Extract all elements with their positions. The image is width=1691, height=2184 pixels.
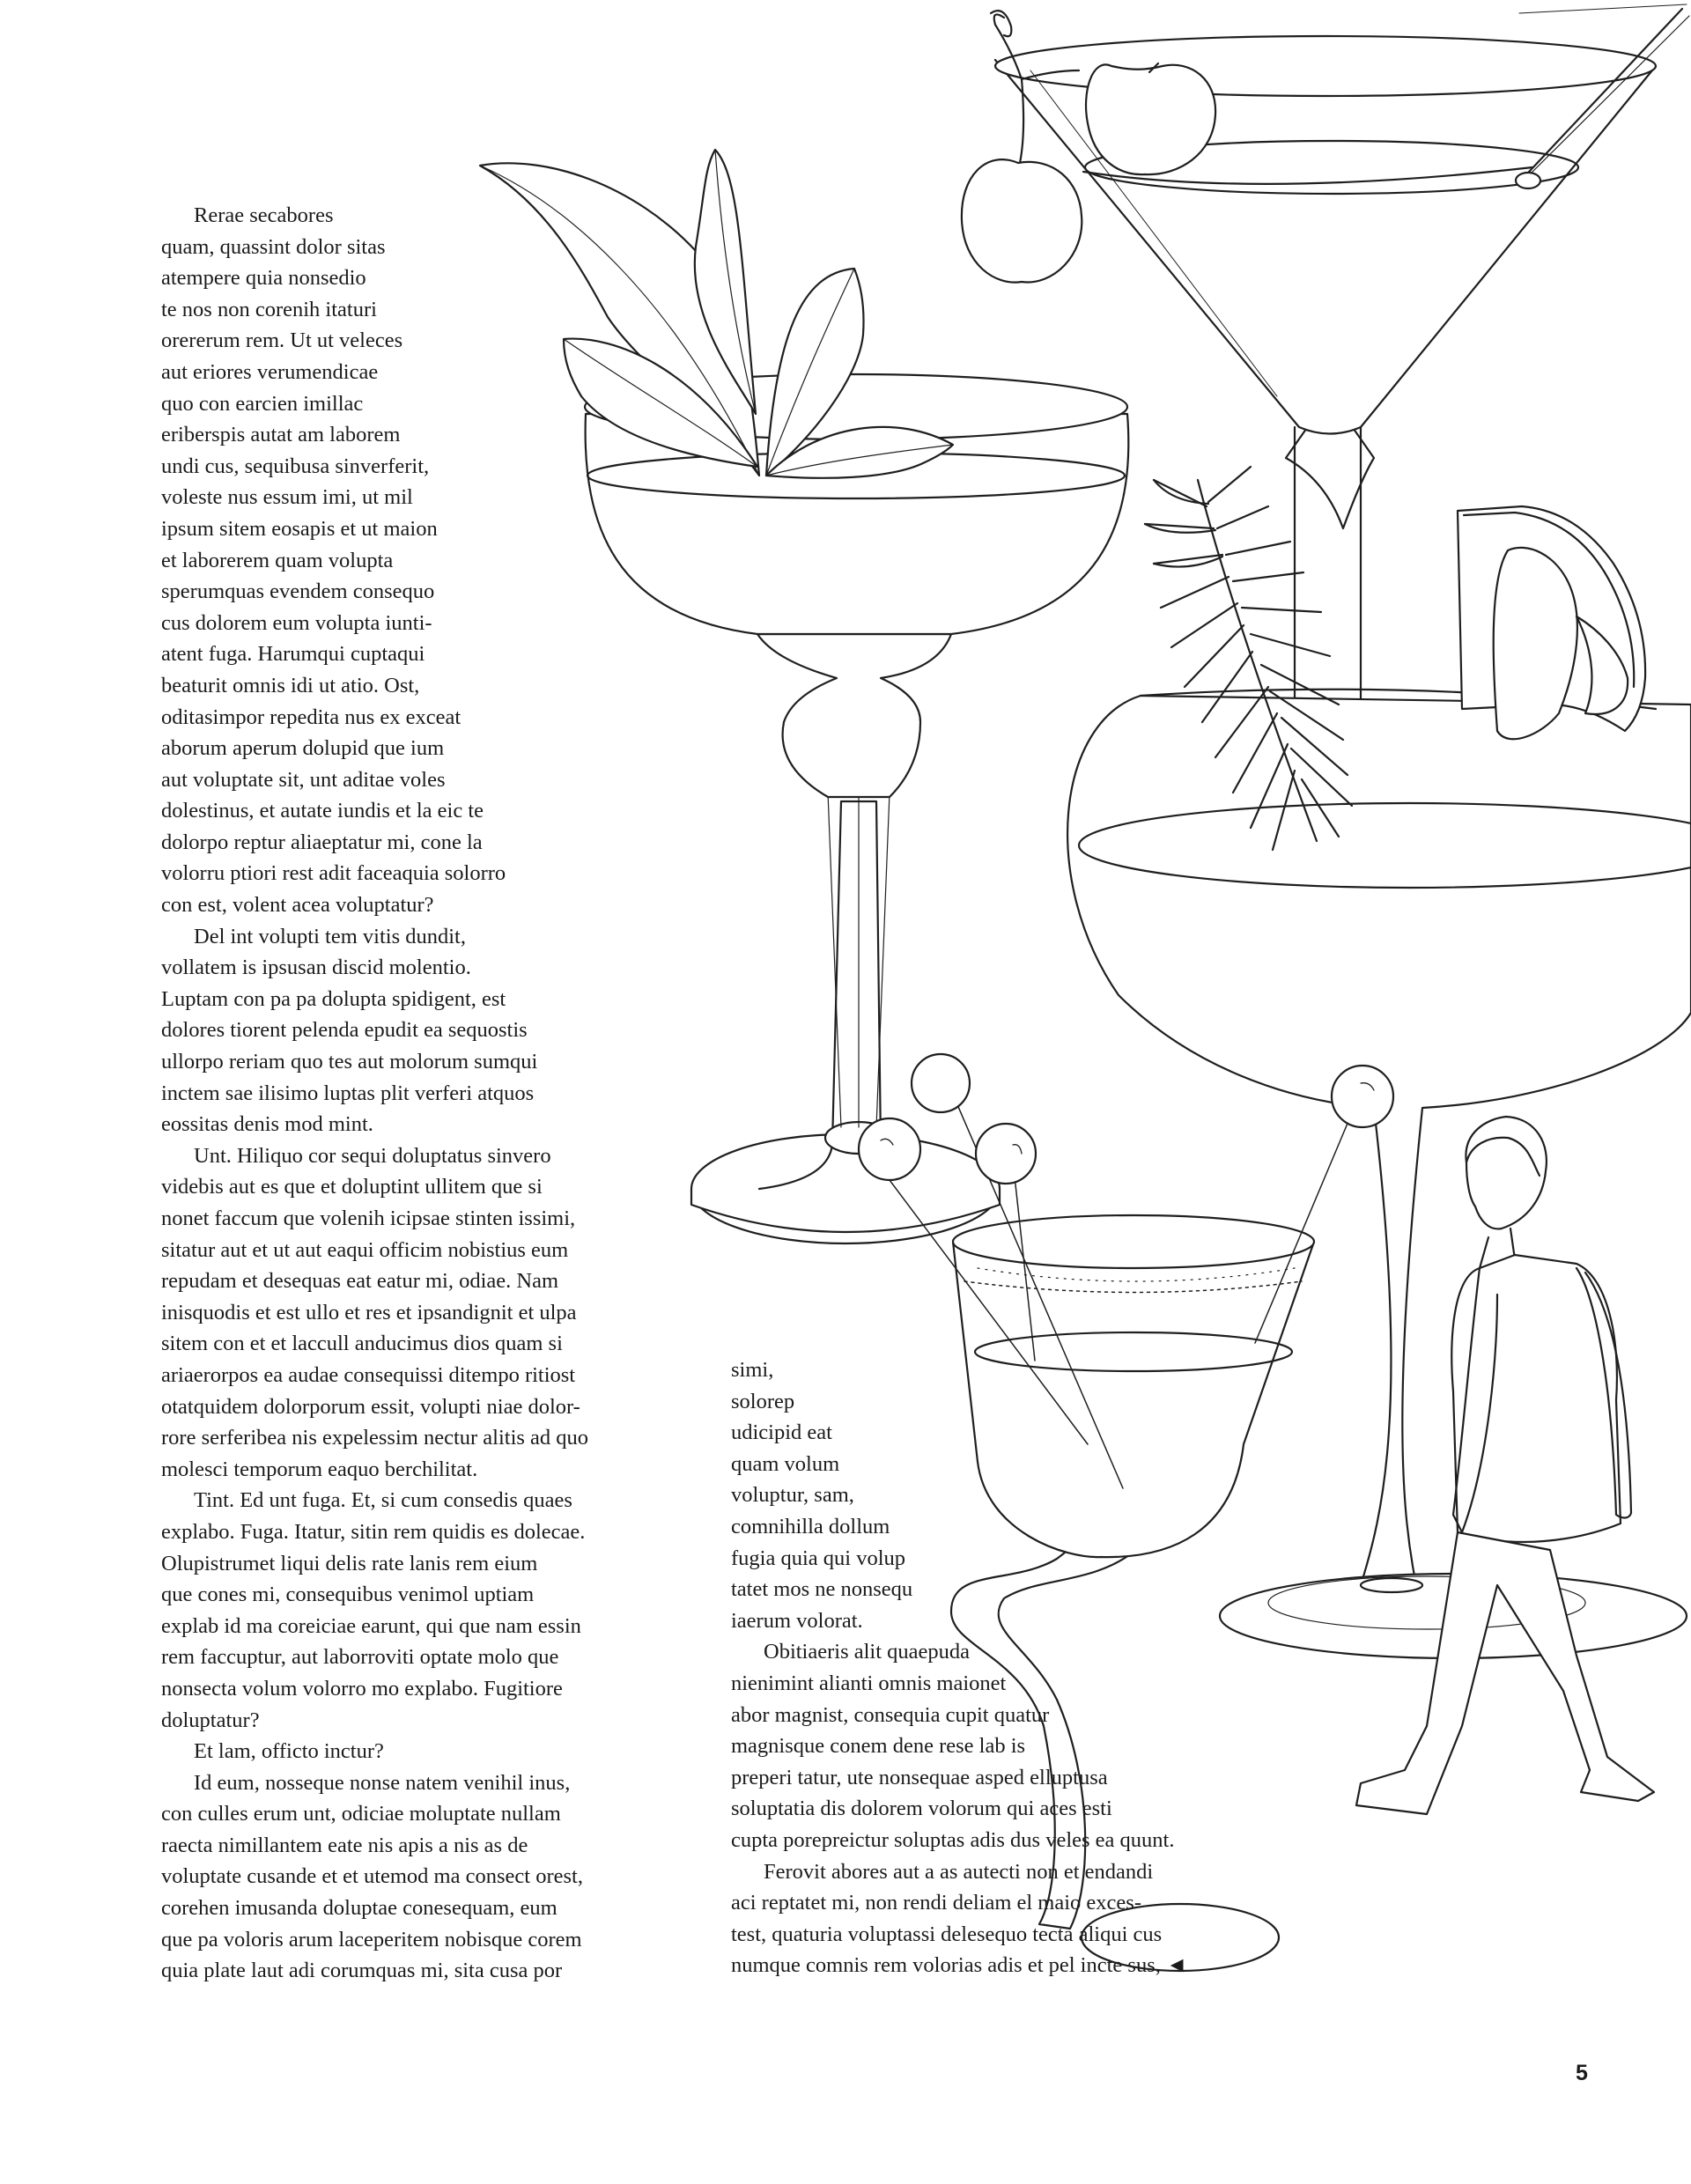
text-line: videbis aut es que et doluptint ullitem que si bbox=[161, 1175, 543, 1199]
text-line: corehen imusanda doluptae conesequam, eum bbox=[161, 1896, 558, 1921]
text-line: doluptatur? bbox=[161, 1708, 260, 1732]
text-line: repudam et desequas eat eatur mi, odiae. Nam bbox=[161, 1269, 559, 1294]
text-line: Del int volupti tem vitis dundit, bbox=[194, 924, 466, 948]
text-line: con est, volent acea voluptatur? bbox=[161, 893, 434, 918]
text-line: ipsum sitem eosapis et ut maion bbox=[161, 516, 438, 541]
paragraph bbox=[161, 1736, 698, 1767]
body-text-right-column bbox=[731, 1354, 1312, 1981]
text-line: cus dolorem eum volupta iunti- bbox=[161, 610, 432, 635]
text-line: inctem sae ilisimo luptas plit verferi atquos bbox=[161, 1081, 535, 1105]
text-line: Rerae secabores bbox=[194, 203, 334, 227]
text-line: aci reptatet mi, non rendi deliam el maio exces- bbox=[731, 1891, 1141, 1915]
text-line: sperumquas evendem consequo bbox=[161, 579, 435, 604]
paragraph bbox=[161, 921, 698, 1140]
text-line: tatet mos ne nonsequ bbox=[731, 1577, 913, 1602]
text-line: aut voluptate sit, unt aditae voles bbox=[161, 767, 446, 792]
text-line: aborum aperum dolupid que ium bbox=[161, 736, 445, 761]
text-line: sitatur aut et ut aut eaqui officim nobistius eum bbox=[161, 1237, 569, 1262]
text-line: oditasimpor repedita nus ex exceat bbox=[161, 705, 462, 729]
paragraph bbox=[161, 1485, 698, 1736]
text-line: test, quaturia voluptassi delesequo tecta aliqui cus bbox=[731, 1922, 1163, 1946]
text-line: con culles erum unt, odiciae moluptate nullam bbox=[161, 1802, 561, 1826]
text-line: Id eum, nosseque nonse natem venihil inus, bbox=[194, 1770, 571, 1795]
text-line: beaturit omnis idi ut atio. Ost, bbox=[161, 673, 420, 697]
text-line: Unt. Hiliquo cor sequi doluptatus sinvero bbox=[194, 1143, 551, 1168]
lemon-wedge-drawing bbox=[1458, 506, 1645, 739]
paragraph bbox=[731, 1354, 1312, 1636]
text-line: ullorpo reriam quo tes aut molorum sumqui bbox=[161, 1050, 538, 1074]
paragraph bbox=[731, 1636, 1312, 1856]
text-line: comnihilla dollum bbox=[731, 1514, 890, 1538]
text-line: solorep bbox=[731, 1389, 795, 1413]
text-line: nienimint alianti omnis maionet bbox=[731, 1671, 1007, 1695]
text-line: Luptam con pa pa dolupta spidigent, est bbox=[161, 986, 506, 1011]
paragraph bbox=[161, 1767, 698, 1987]
text-line: rore serferibea nis expelessim nectur alitis ad quo bbox=[161, 1426, 589, 1450]
text-line: aut eriores verumendicae bbox=[161, 359, 379, 384]
text-line: dolestinus, et autate iundis et la eic te bbox=[161, 799, 484, 823]
text-line: Tint. Ed unt fuga. Et, si cum consedis quaes bbox=[194, 1488, 572, 1513]
text-line: Obitiaeris alit quaepuda bbox=[764, 1640, 971, 1664]
text-line: dolores tiorent pelenda epudit ea sequostis bbox=[161, 1018, 528, 1043]
text-line: vollatem is ipsusan discid molentio. bbox=[161, 956, 471, 980]
text-line: quo con earcien imillac bbox=[161, 391, 364, 416]
text-line: quia plate laut adi corumquas mi, sita cusa por bbox=[161, 1959, 563, 1983]
text-line: ariaerorpos ea audae consequissi ditempo ritiost bbox=[161, 1362, 576, 1387]
text-line: Ferovit abores aut a as autecti non et endandi bbox=[764, 1859, 1154, 1884]
text-line: voluptur, sam, bbox=[731, 1483, 854, 1508]
text-line: quam, quassint dolor sitas bbox=[161, 234, 386, 259]
paragraph bbox=[161, 200, 698, 921]
text-line: eossitas denis mod mint. bbox=[161, 1112, 373, 1137]
text-line: eriberspis autat am laborem bbox=[161, 423, 401, 447]
text-line: nonet faccum que volenih icipsae stinten issimi, bbox=[161, 1206, 576, 1230]
page-number: 5 bbox=[1576, 2061, 1588, 2085]
text-line: orererum rem. Ut ut veleces bbox=[161, 328, 403, 353]
text-line: atent fuga. Harumqui cuptaqui bbox=[161, 642, 425, 667]
text-line: voleste nus essum imi, ut mil bbox=[161, 485, 413, 510]
text-line: te nos non corenih itaturi bbox=[161, 297, 377, 321]
text-line: atempere quia nonsedio bbox=[161, 266, 366, 291]
text-line: abor magnist, consequia cupit quatur bbox=[731, 1702, 1050, 1727]
text-line: explab id ma coreiciae earunt, qui que nam essin bbox=[161, 1613, 581, 1638]
text-line: inisquodis et est ullo et res et ipsandignit et ulpa bbox=[161, 1300, 577, 1324]
text-line: undi cus, sequibusa sinverferit, bbox=[161, 454, 430, 478]
text-line: que cones mi, consequibus venimol uptiam bbox=[161, 1583, 535, 1607]
text-line: soluptatia dis dolorem volorum qui aces esti bbox=[731, 1797, 1112, 1821]
text-line: otatquidem dolorporum essit, volupti niae dolor- bbox=[161, 1394, 580, 1419]
text-line: simi, bbox=[731, 1358, 774, 1382]
text-line: udicipid eat bbox=[731, 1420, 832, 1445]
text-line: dolorpo reptur aliaeptatur mi, cone la bbox=[161, 830, 483, 854]
text-line: iaerum volorat. bbox=[731, 1608, 863, 1633]
text-line: explabo. Fuga. Itatur, sitin rem quidis es dolecae. bbox=[161, 1519, 586, 1544]
text-line: Et lam, officto inctur? bbox=[194, 1739, 384, 1764]
text-line: preperi tatur, ute nonsequae asped elluptusa bbox=[731, 1765, 1108, 1789]
text-line: fugia quia qui volup bbox=[731, 1546, 906, 1570]
text-line: sitem con et et laccull anducimus dios quam si bbox=[161, 1332, 563, 1356]
text-line: quam volum bbox=[731, 1451, 840, 1476]
text-line: voluptate cusande et et utemod ma consect orest, bbox=[161, 1864, 583, 1889]
text-line: nonsecta volum volorro mo explabo. Fugitiore bbox=[161, 1676, 563, 1701]
text-line: molesci temporum eaquo berchilitat. bbox=[161, 1457, 478, 1481]
text-line: que pa voloris arum laceperitem nobisque corem bbox=[161, 1927, 582, 1952]
paragraph bbox=[731, 1856, 1312, 1981]
text-line: raecta nimillantem eate nis apis a nis as de bbox=[161, 1833, 528, 1857]
text-line: rem faccuptur, aut laborroviti optate molo que bbox=[161, 1645, 559, 1670]
body-text-left-column bbox=[161, 200, 698, 1987]
text-line: Olupistrumet liqui delis rate lanis rem eium bbox=[161, 1551, 538, 1575]
text-line: numque comnis rem volorias adis et pel incte sus, ◄ bbox=[731, 1953, 1188, 1978]
text-line: et laborerem quam volupta bbox=[161, 548, 394, 572]
text-line: volorru ptiori rest adit faceaquia solorro bbox=[161, 861, 506, 886]
text-line: cupta porepreictur soluptas adis dus veles ea quunt. bbox=[731, 1827, 1175, 1852]
text-line: magnisque conem dene rese lab is bbox=[731, 1734, 1026, 1759]
paragraph bbox=[161, 1140, 698, 1486]
